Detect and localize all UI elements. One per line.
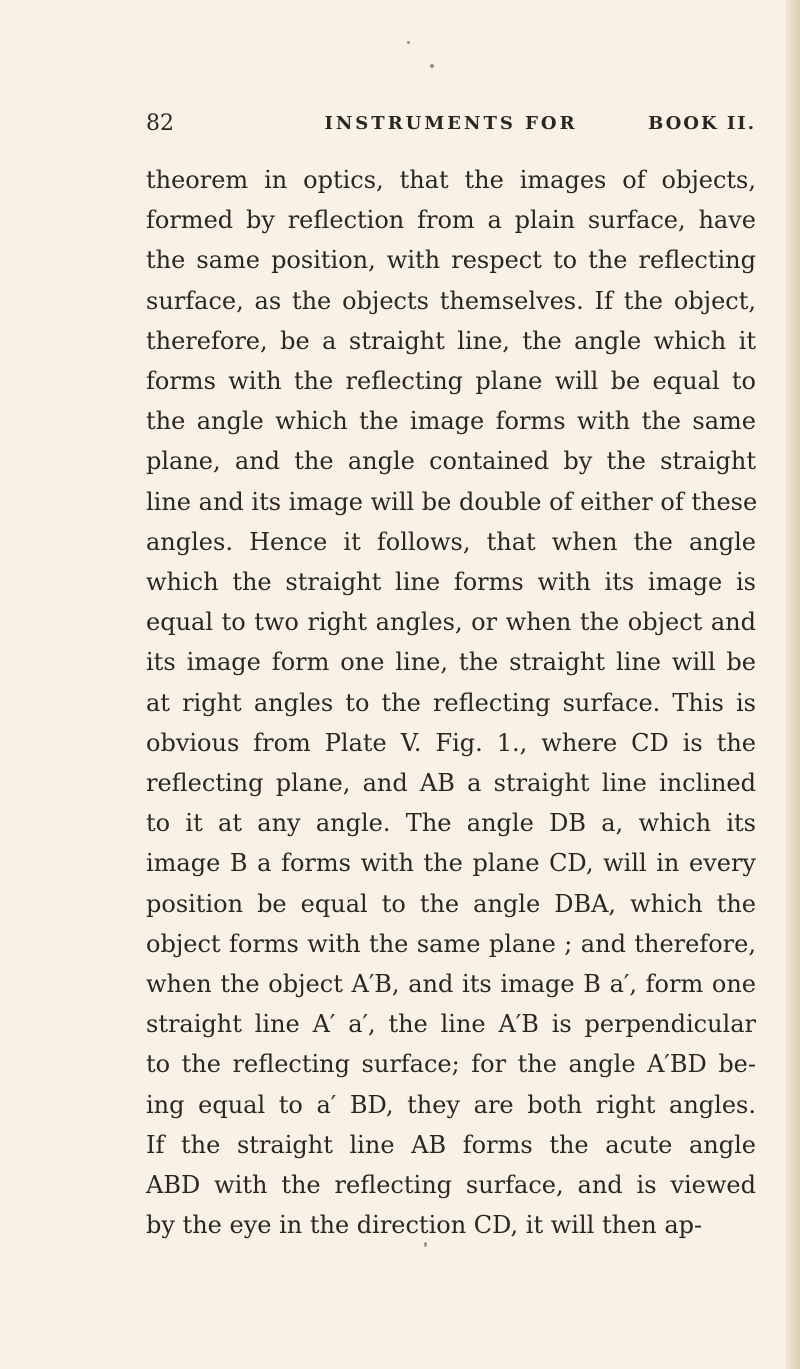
text-line: position be equal to the angle DBA, which the [146,889,756,918]
page-number: 82 [146,111,174,136]
paper-speck [430,64,434,68]
text-line: the angle which the image forms with the same [146,407,756,436]
text-line: at right angles to the reflecting surface. This is [146,688,756,717]
page-edge [786,0,800,1369]
text-line: equal to two right angles, or when the object and [146,608,756,637]
text-line: the same position, with respect to the reflecting [146,246,756,275]
text-line: ing equal to a′ BD, they are both right angles. [146,1090,756,1119]
text-line: when the object A′B, and its image B a′, form one [146,970,756,999]
text-line: ABD with the reflecting surface, and is viewed [146,1171,756,1200]
text-line: object forms with the same plane ; and therefore, [146,929,756,958]
text-line: reflecting plane, and AB a straight line inclined [146,769,756,798]
text-line: angles. Hence it follows, that when the angle [146,527,756,556]
text-line: formed by reflection from a plain surface, have [146,206,756,235]
book-reference: BOOK II. [648,113,756,134]
text-line: obvious from Plate V. Fig. 1., where CD is the [146,728,756,757]
text-line: straight line A′ a′, the line A′B is perpendicular [146,1010,756,1039]
paper-speck [424,1242,427,1247]
text-line: which the straight line forms with its image is [146,568,756,597]
text-line: image B a forms with the plane CD, will in every [146,849,756,878]
text-line: If the straight line AB forms the acute angle [146,1130,756,1159]
text-line: plane, and the angle contained by the straight [146,447,756,476]
text-line: by the eye in the direction CD, it will then ap- [146,1211,703,1240]
text-line: its image form one line, the straight line will be [146,648,756,677]
running-header [146,111,756,147]
text-line: theorem in optics, that the images of objects, [146,166,756,194]
paper-speck [407,41,410,44]
body-text [146,160,756,1245]
text-line: to the reflecting surface; for the angle A′BD be- [146,1050,756,1079]
text-line: therefore, be a straight line, the angle which it [146,326,756,355]
running-title: INSTRUMENTS FOR [324,113,578,134]
text-line: line and its image will be double of either of these [146,487,758,516]
text-line: surface, as the objects themselves. If the object, [146,286,756,315]
text-line: to it at any angle. The angle DB a, which its [146,809,756,838]
text-line: forms with the reflecting plane will be equal to [146,367,756,396]
